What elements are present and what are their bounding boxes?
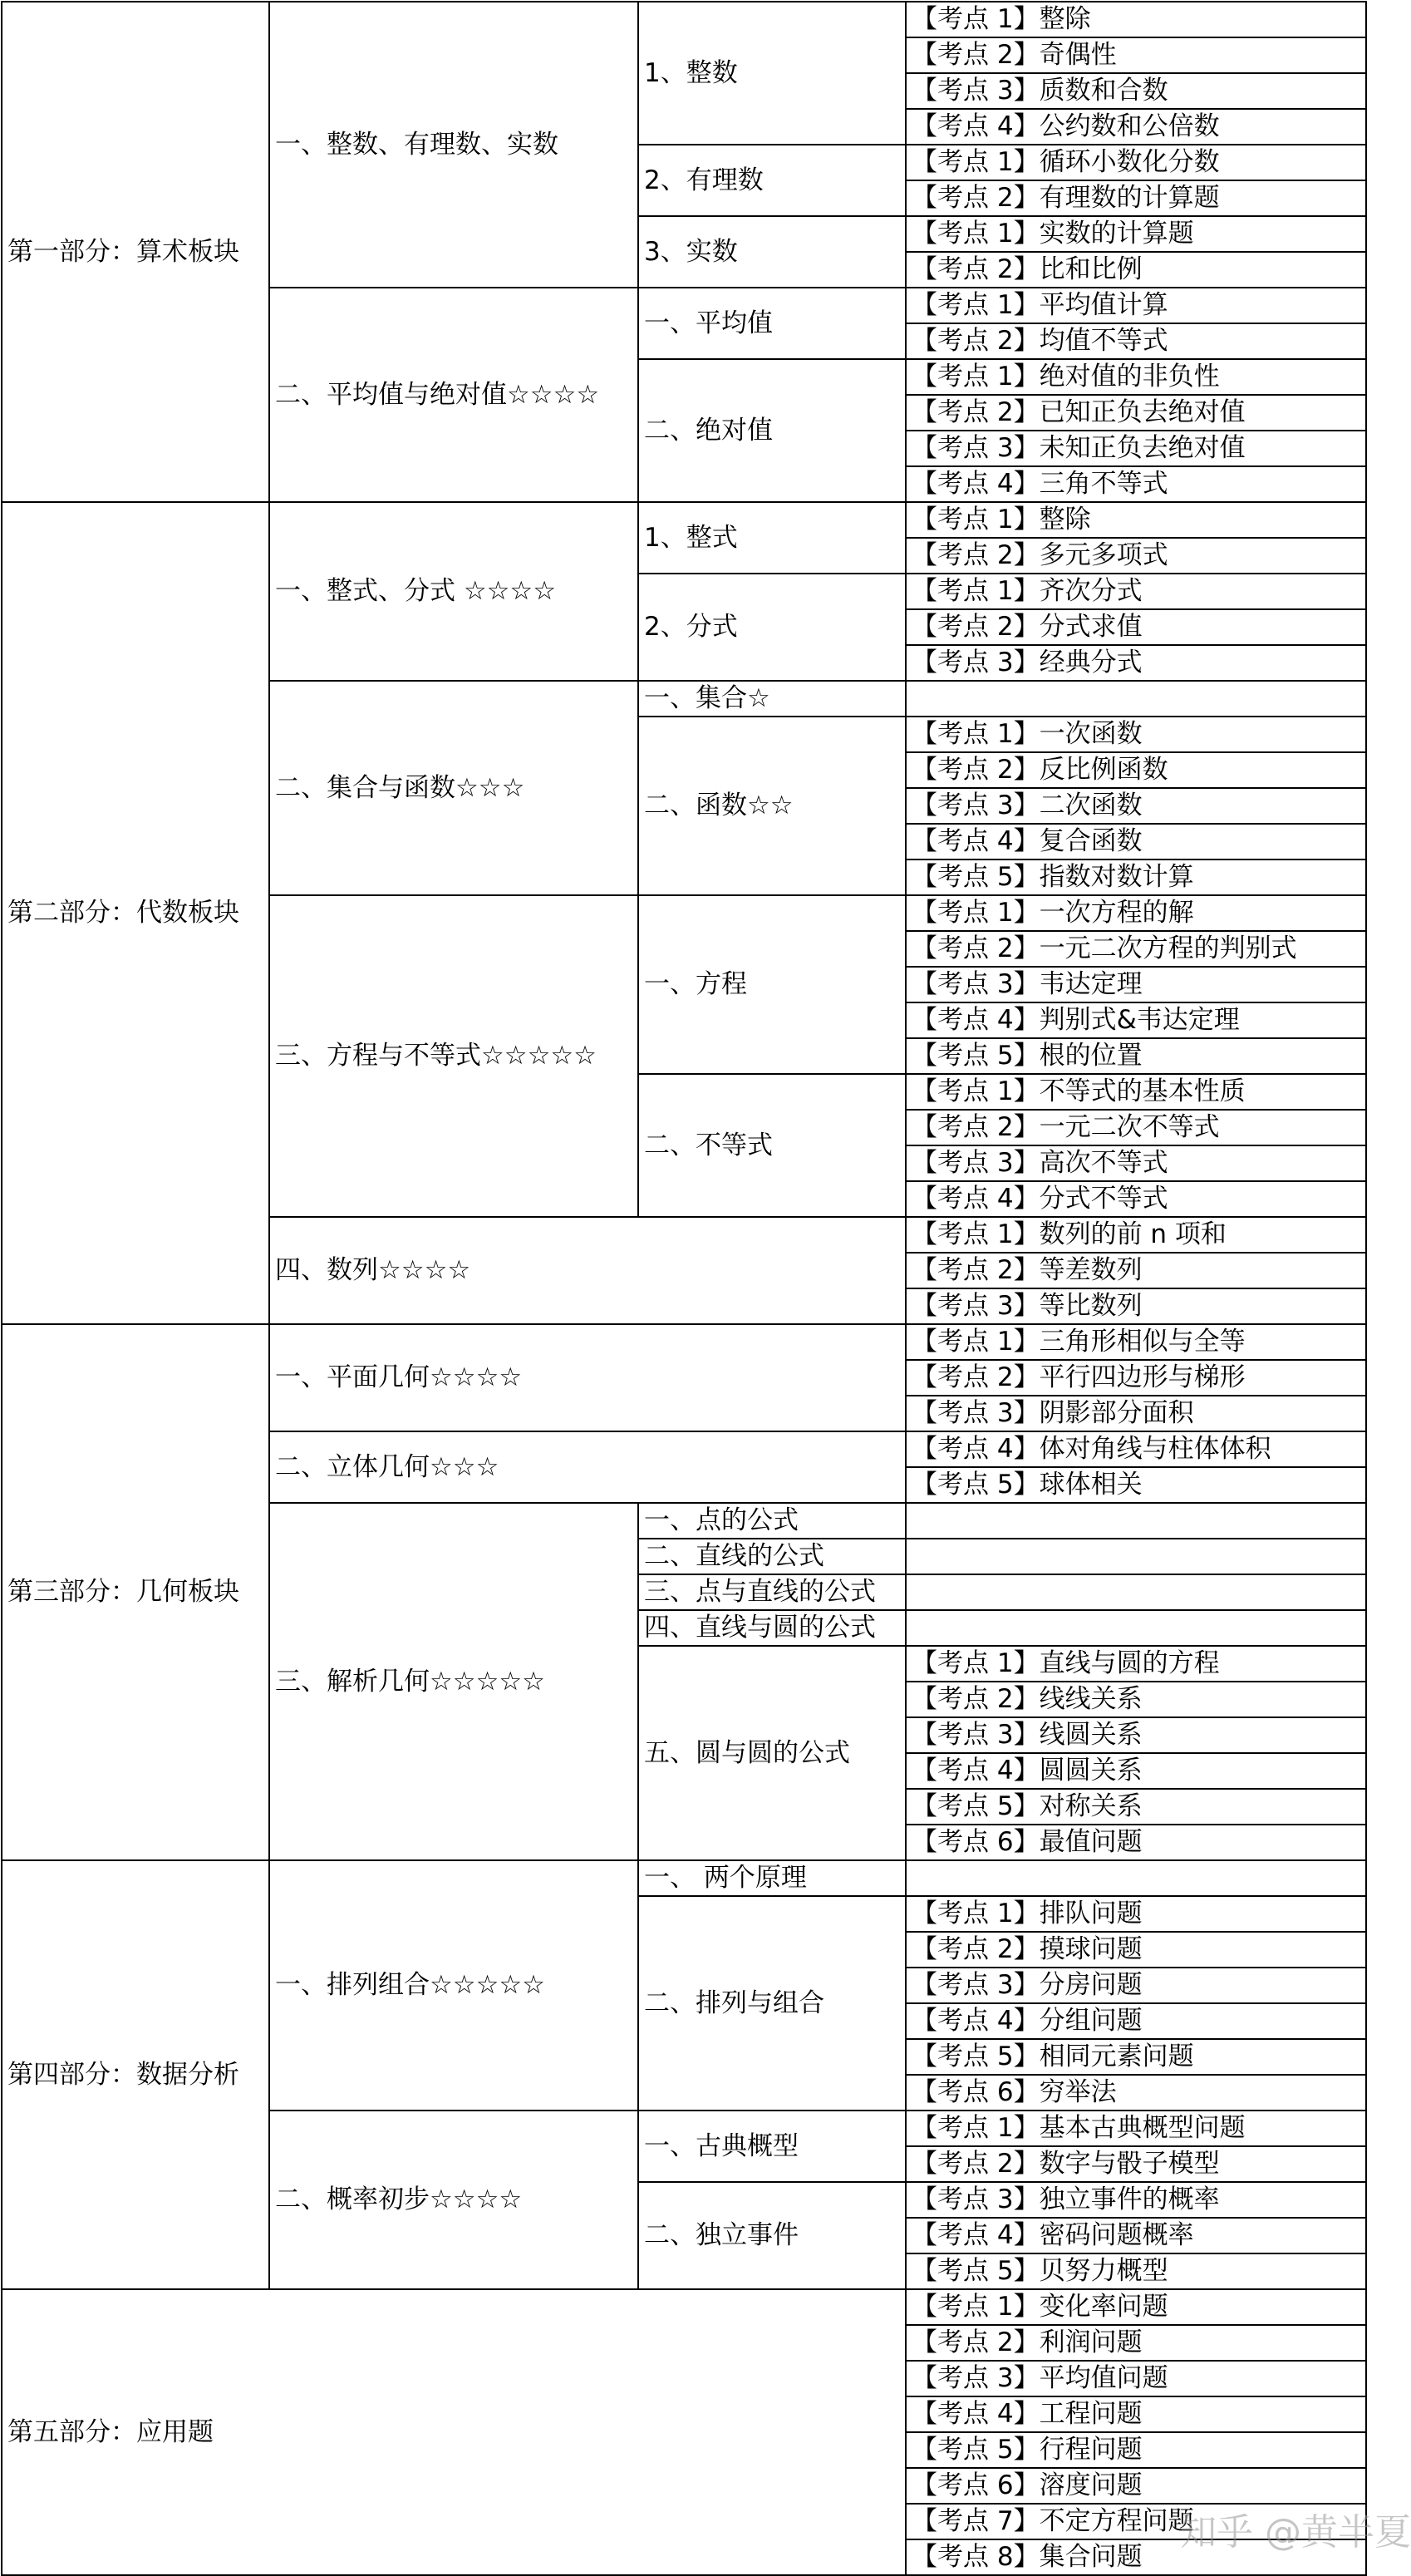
exam-point-cell: 【考点 1】绝对值的非负性: [906, 359, 1366, 395]
exam-point-cell: 【考点 3】平均值问题: [906, 2361, 1366, 2396]
exam-point-cell: 【考点 2】等差数列: [906, 1253, 1366, 1288]
exam-point-cell: 【考点 4】分组问题: [906, 2003, 1366, 2039]
topic-cell: 二、独立事件: [638, 2182, 906, 2289]
exam-point-cell: 【考点 3】阴影部分面积: [906, 1396, 1366, 1431]
exam-point-cell: 【考点 5】球体相关: [906, 1467, 1366, 1503]
module-cell: 二、平均值与绝对值☆☆☆☆: [269, 288, 638, 502]
exam-point-cell: 【考点 2】已知正负去绝对值: [906, 395, 1366, 431]
topic-cell: 3、实数: [638, 216, 906, 288]
exam-point-cell: 【考点 1】一次方程的解: [906, 895, 1366, 931]
module-cell: 二、概率初步☆☆☆☆: [269, 2111, 638, 2289]
section-cell: 第五部分：应用题: [2, 2289, 906, 2575]
exam-point-cell: 【考点 2】利润问题: [906, 2325, 1366, 2361]
exam-point-cell: 【考点 7】不定方程问题: [906, 2504, 1366, 2539]
module-cell: 三、方程与不等式☆☆☆☆☆: [269, 895, 638, 1217]
exam-point-cell: 【考点 2】有理数的计算题: [906, 180, 1366, 216]
exam-point-cell: 【考点 1】一次函数: [906, 717, 1366, 752]
exam-point-cell: 【考点 5】相同元素问题: [906, 2039, 1366, 2075]
exam-point-cell: 【考点 2】数字与骰子模型: [906, 2146, 1366, 2182]
exam-point-cell: 【考点 3】经典分式: [906, 645, 1366, 681]
module-cell: 一、平面几何☆☆☆☆: [269, 1324, 906, 1431]
exam-point-cell: 【考点 2】一元二次方程的判别式: [906, 931, 1366, 967]
exam-point-cell: 【考点 1】直线与圆的方程: [906, 1646, 1366, 1682]
module-cell: 一、排列组合☆☆☆☆☆: [269, 1860, 638, 2111]
topic-cell: 1、整式: [638, 502, 906, 574]
exam-point-cell: 【考点 6】穷举法: [906, 2075, 1366, 2111]
module-cell: 一、整数、有理数、实数: [269, 2, 638, 288]
module-cell: 二、立体几何☆☆☆: [269, 1431, 906, 1503]
module-cell: 二、集合与函数☆☆☆: [269, 681, 638, 895]
section-cell: 第二部分：代数板块: [2, 502, 269, 1324]
exam-point-cell: 【考点 8】集合问题: [906, 2539, 1366, 2575]
exam-point-cell: [906, 1574, 1366, 1610]
topic-cell: 2、有理数: [638, 145, 906, 216]
table-row: [2, 502, 1366, 538]
exam-point-cell: 【考点 2】比和比例: [906, 252, 1366, 288]
exam-point-cell: 【考点 3】韦达定理: [906, 967, 1366, 1002]
exam-point-cell: 【考点 3】线圆关系: [906, 1717, 1366, 1753]
exam-point-cell: 【考点 2】分式求值: [906, 609, 1366, 645]
exam-point-cell: 【考点 3】高次不等式: [906, 1145, 1366, 1181]
topic-cell: 二、排列与组合: [638, 1896, 906, 2111]
exam-point-cell: 【考点 1】排队问题: [906, 1896, 1366, 1932]
syllabus-table: [1, 1, 1367, 2576]
module-cell: 四、数列☆☆☆☆: [269, 1217, 906, 1324]
exam-point-cell: 【考点 3】未知正负去绝对值: [906, 431, 1366, 466]
exam-point-cell: 【考点 4】复合函数: [906, 824, 1366, 859]
exam-point-cell: 【考点 2】多元多项式: [906, 538, 1366, 574]
section-cell: 第三部分：几何板块: [2, 1324, 269, 1860]
exam-point-cell: 【考点 4】判别式&韦达定理: [906, 1002, 1366, 1038]
exam-point-cell: [906, 1610, 1366, 1646]
exam-point-cell: [906, 1503, 1366, 1539]
exam-point-cell: 【考点 4】三角不等式: [906, 466, 1366, 502]
watermark-text: 知乎 @黄半夏: [1180, 2511, 1411, 2554]
exam-point-cell: 【考点 1】整除: [906, 502, 1366, 538]
exam-point-cell: 【考点 3】分房问题: [906, 1968, 1366, 2003]
topic-cell: 一、集合☆: [638, 681, 906, 717]
exam-point-cell: 【考点 1】三角形相似与全等: [906, 1324, 1366, 1360]
exam-point-cell: 【考点 5】行程问题: [906, 2432, 1366, 2468]
exam-point-cell: 【考点 4】体对角线与柱体体积: [906, 1431, 1366, 1467]
exam-point-cell: 【考点 3】二次函数: [906, 788, 1366, 824]
topic-cell: 二、直线的公式: [638, 1539, 906, 1574]
topic-cell: 一、平均值: [638, 288, 906, 359]
exam-point-cell: 【考点 2】摸球问题: [906, 1932, 1366, 1968]
table-row: [2, 2289, 1366, 2325]
topic-cell: 2、分式: [638, 574, 906, 681]
exam-point-cell: 【考点 2】线线关系: [906, 1682, 1366, 1717]
exam-point-cell: 【考点 1】齐次分式: [906, 574, 1366, 609]
exam-point-cell: 【考点 4】公约数和公倍数: [906, 109, 1366, 145]
table-row: [2, 2, 1366, 37]
exam-point-cell: 【考点 1】整除: [906, 2, 1366, 37]
table-row: [2, 1860, 1366, 1896]
exam-point-cell: 【考点 6】最值问题: [906, 1825, 1366, 1860]
syllabus-table-body: [2, 2, 1366, 2575]
exam-point-cell: 【考点 3】独立事件的概率: [906, 2182, 1366, 2218]
topic-cell: 四、直线与圆的公式: [638, 1610, 906, 1646]
exam-point-cell: 【考点 1】循环小数化分数: [906, 145, 1366, 180]
exam-point-cell: 【考点 5】贝努力概型: [906, 2253, 1366, 2289]
exam-point-cell: 【考点 1】不等式的基本性质: [906, 1074, 1366, 1110]
exam-point-cell: 【考点 3】等比数列: [906, 1288, 1366, 1324]
exam-point-cell: 【考点 6】溶度问题: [906, 2468, 1366, 2504]
topic-cell: 五、圆与圆的公式: [638, 1646, 906, 1860]
table-row: [2, 1324, 1366, 1360]
topic-cell: 1、整数: [638, 2, 906, 145]
topic-cell: 二、绝对值: [638, 359, 906, 502]
topic-cell: 二、不等式: [638, 1074, 906, 1217]
topic-cell: 一、 两个原理: [638, 1860, 906, 1896]
topic-cell: 一、点的公式: [638, 1503, 906, 1539]
topic-cell: 一、古典概型: [638, 2111, 906, 2182]
exam-point-cell: 【考点 4】工程问题: [906, 2396, 1366, 2432]
exam-point-cell: 【考点 2】反比例函数: [906, 752, 1366, 788]
exam-point-cell: 【考点 4】圆圆关系: [906, 1753, 1366, 1789]
section-cell: 第一部分：算术板块: [2, 2, 269, 502]
exam-point-cell: [906, 1539, 1366, 1574]
exam-point-cell: 【考点 3】质数和合数: [906, 73, 1366, 109]
exam-point-cell: 【考点 5】指数对数计算: [906, 859, 1366, 895]
exam-point-cell: [906, 1860, 1366, 1896]
module-cell: 三、解析几何☆☆☆☆☆: [269, 1503, 638, 1860]
exam-point-cell: 【考点 2】奇偶性: [906, 37, 1366, 73]
exam-point-cell: 【考点 2】一元二次不等式: [906, 1110, 1366, 1145]
exam-point-cell: 【考点 1】实数的计算题: [906, 216, 1366, 252]
exam-point-cell: 【考点 1】变化率问题: [906, 2289, 1366, 2325]
exam-point-cell: 【考点 4】分式不等式: [906, 1181, 1366, 1217]
exam-point-cell: 【考点 5】对称关系: [906, 1789, 1366, 1825]
topic-cell: 三、点与直线的公式: [638, 1574, 906, 1610]
topic-cell: 二、函数☆☆: [638, 717, 906, 895]
exam-point-cell: 【考点 4】密码问题概率: [906, 2218, 1366, 2253]
exam-point-cell: [906, 681, 1366, 717]
topic-cell: 一、方程: [638, 895, 906, 1074]
exam-point-cell: 【考点 1】平均值计算: [906, 288, 1366, 323]
exam-point-cell: 【考点 2】均值不等式: [906, 323, 1366, 359]
exam-point-cell: 【考点 5】根的位置: [906, 1038, 1366, 1074]
section-cell: 第四部分：数据分析: [2, 1860, 269, 2289]
exam-point-cell: 【考点 2】平行四边形与梯形: [906, 1360, 1366, 1396]
exam-point-cell: 【考点 1】基本古典概型问题: [906, 2111, 1366, 2146]
exam-point-cell: 【考点 1】数列的前 n 项和: [906, 1217, 1366, 1253]
module-cell: 一、整式、分式 ☆☆☆☆: [269, 502, 638, 681]
